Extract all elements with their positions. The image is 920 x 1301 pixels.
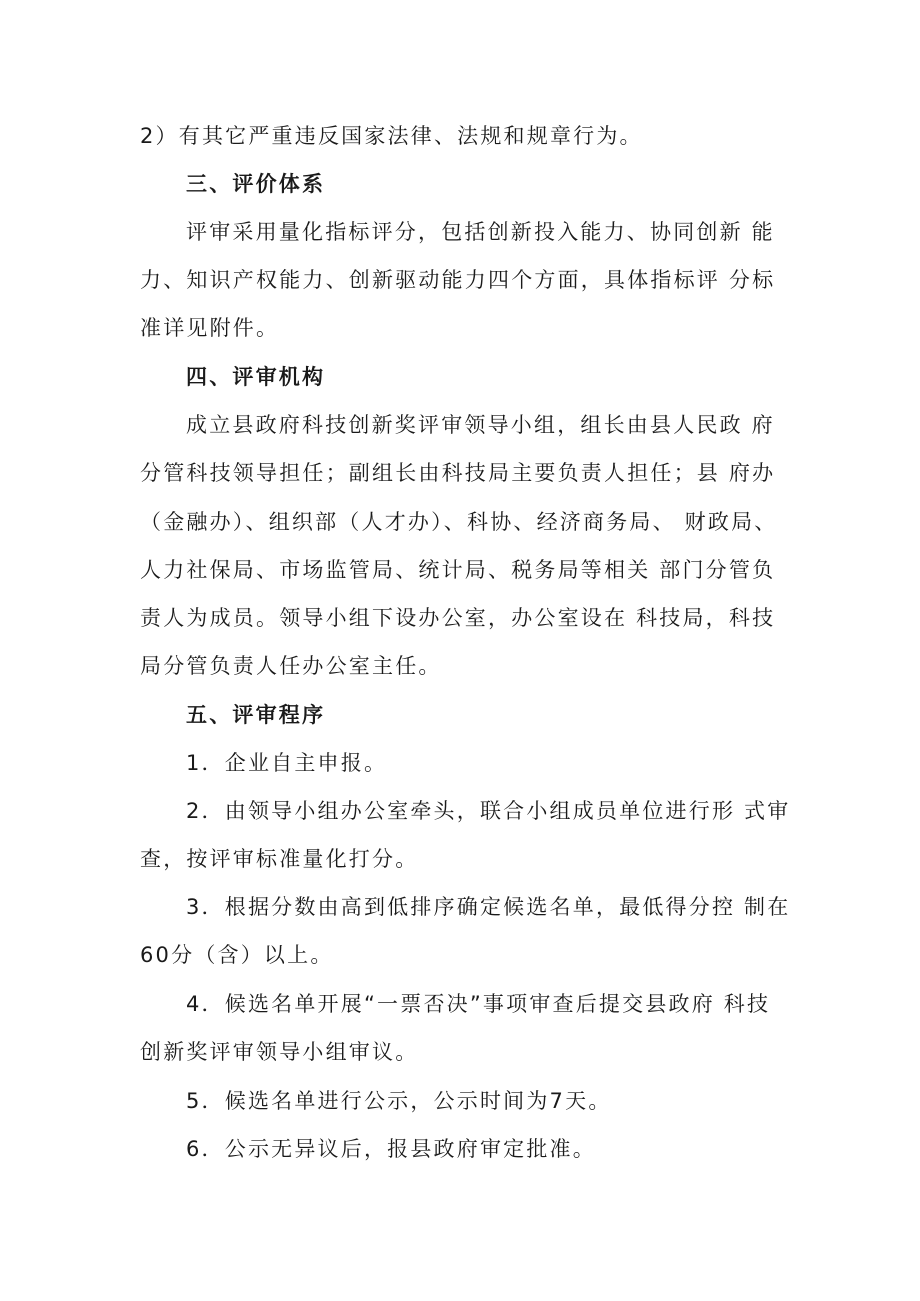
paragraph-line: 准详见附件。 xyxy=(140,316,280,340)
paragraph-line: 力、知识产权能力、创新驱动能力四个方面，具体指标评 分标 xyxy=(140,268,776,292)
paragraph-line: 60分（含）以上。 xyxy=(140,943,334,967)
paragraph-line: 查，按评审标准量化打分。 xyxy=(140,847,419,871)
section-heading: 五、评审程序 xyxy=(186,703,326,727)
list-item: 3．根据分数由高到低排序确定候选名单，最低得分控 制在 xyxy=(186,895,791,919)
paragraph-line: 局分管负责人任办公室主任。 xyxy=(140,654,442,678)
paragraph-line: 创新奖评审领导小组审议。 xyxy=(140,1040,419,1064)
section-heading: 四、评审机构 xyxy=(186,365,326,389)
list-item: 1．企业自主申报。 xyxy=(186,751,388,775)
paragraph-line: （金融办）、组织部（人才办）、科协、经济商务局、 财政局、 xyxy=(140,510,778,534)
paragraph-line: 成立县政府科技创新奖评审领导小组，组长由县人民政 府 xyxy=(186,413,775,437)
list-item: 2．由领导小组办公室牵头，联合小组成员单位进行形 式审 xyxy=(186,799,791,823)
paragraph-line: 分管科技领导担任；副组长由科技局主要负责人担任；县 府办 xyxy=(140,461,776,485)
paragraph-line: 责人为成员。领导小组下设办公室，办公室设在 科技局，科技 xyxy=(140,606,776,630)
list-item: 4．候选名单开展“一票否决”事项审查后提交县政府 科技 xyxy=(186,992,771,1016)
paragraph-line: 人力社保局、市场监管局、统计局、税务局等相关 部门分管负 xyxy=(140,558,776,582)
list-item: 2）有其它严重违反国家法律、法规和规章行为。 xyxy=(140,124,643,148)
list-item: 6．公示无异议后，报县政府审定批准。 xyxy=(186,1137,596,1161)
paragraph-line: 评审采用量化指标评分，包括创新投入能力、协同创新 能 xyxy=(186,220,775,244)
list-item: 5．候选名单进行公示，公示时间为7天。 xyxy=(186,1089,612,1113)
section-heading: 三、评价体系 xyxy=(186,172,326,196)
